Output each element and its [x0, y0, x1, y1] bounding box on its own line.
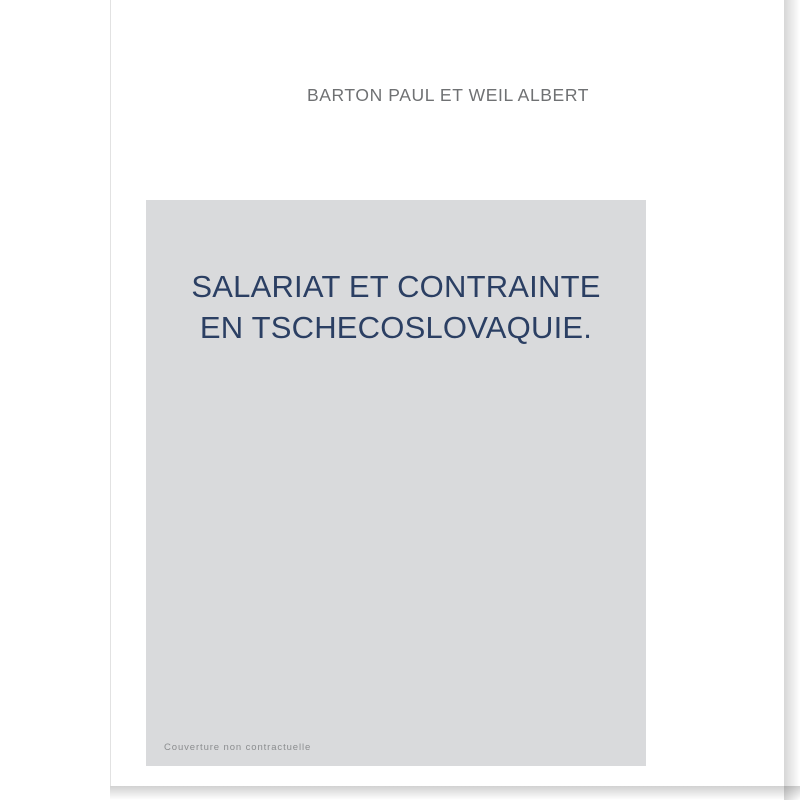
book-title: SALARIAT ET CONTRAINTE EN TSCHECOSLOVAQUIE. — [191, 269, 601, 345]
book-cover-sheet — [110, 0, 784, 786]
cover-shadow-bottom — [110, 786, 800, 800]
cover-art-panel — [146, 200, 646, 766]
cover-disclaimer-note: Couverture non contractuelle — [164, 742, 312, 753]
book-author: BARTON PAUL ET WEIL ALBERT — [306, 85, 590, 105]
cover-shadow-right — [784, 0, 800, 800]
